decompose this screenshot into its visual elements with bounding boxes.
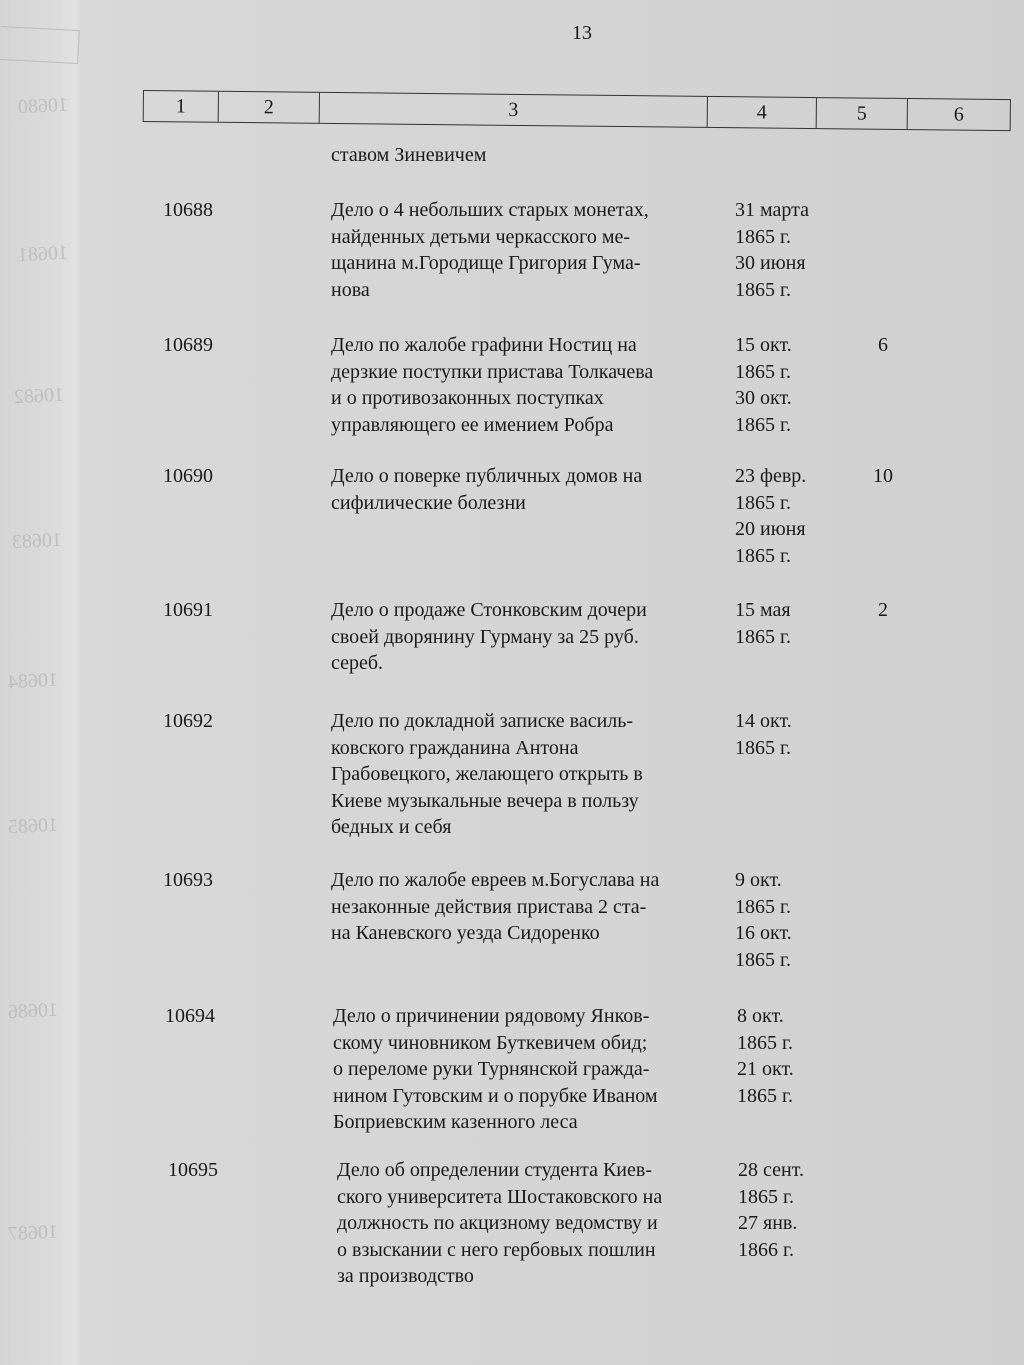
entry-number: 10689: [163, 334, 213, 356]
entry-dates: 8 окт. 1865 г. 21 окт. 1865 г.: [737, 1005, 794, 1107]
entry-description: Дело об определении студента Киев- ского университета Шостаковского на должность по акцизному ведомству и о взыскании с него гербовых пошлин за производство: [337, 1159, 663, 1287]
column-header-5: 5: [817, 98, 908, 129]
entry-description: Дело о поверке публичных домов на сифилические болезни: [331, 465, 643, 514]
entry-number: 10691: [163, 599, 213, 621]
bleed-through-number: 10682: [13, 383, 65, 409]
column-header-2: 2: [219, 92, 320, 123]
entry-number: 10694: [165, 1005, 215, 1027]
bleed-through-number: 10684: [7, 668, 59, 694]
entry-number: 10692: [163, 710, 213, 732]
entry-dates: 15 мая 1865 г.: [735, 599, 791, 648]
bleed-through-number: 10683: [11, 528, 63, 554]
entry-dates: 9 окт. 1865 г. 16 окт. 1865 г.: [735, 869, 792, 971]
entry-description: Дело о 4 небольших старых монетах, найденных детьми черкасского ме- щанина м.Городище Григория Гума- нова: [331, 199, 649, 301]
entry-dates: 23 февр. 1865 г. 20 июня 1865 г.: [735, 465, 807, 567]
page-number: 13: [572, 22, 592, 44]
entry-dates: 28 сент. 1865 г. 27 янв. 1866 г.: [738, 1159, 804, 1261]
bleed-through-table: [0, 26, 80, 64]
entry-sheets: 10: [873, 465, 893, 487]
entry-number: 10688: [163, 199, 213, 221]
entry-description: Дело по жалобе евреев м.Богуслава на незаконные действия пристава 2 ста- на Каневского уезда Сидоренко: [331, 869, 660, 944]
bleed-through-number: 10680: [17, 93, 69, 119]
column-header-4: 4: [708, 97, 817, 128]
column-header-6: 6: [953, 102, 964, 126]
column-header-1: 1: [144, 91, 219, 122]
bleed-through-number: 10686: [7, 998, 59, 1024]
entry-number: 10693: [163, 869, 213, 891]
entry-dates: 14 окт. 1865 г.: [735, 710, 792, 759]
entry-sheets: 6: [878, 334, 888, 356]
entry-description: Дело о причинении рядовому Янков- скому чиновником Буткевичем обид; о переломе руки Турнянской гражда- нином Гутовским и о порубке Иваном Боприевским казенного леса: [333, 1005, 658, 1133]
entry-dates: 31 марта 1865 г. 30 июня 1865 г.: [735, 199, 809, 301]
column-header-3: 3: [320, 93, 708, 127]
entry-description: Дело по докладной записке василь- ковского гражданина Антона Грабовецкого, желающего открыть в Киеве музыкальные вечера в пользу бедных и себя: [331, 710, 643, 838]
bleed-through-number: 10681: [17, 241, 69, 267]
entry-description: Дело по жалобе графини Ностиц на дерзкие поступки пристава Толкачева и о противозаконных поступках управляющего ее имением Робра: [331, 334, 654, 436]
bleed-through-number: 10685: [7, 813, 59, 839]
column-header-row: [143, 90, 1011, 131]
bleed-through-number: 10687: [7, 1220, 59, 1246]
entry-dates: 15 окт. 1865 г. 30 окт. 1865 г.: [735, 334, 792, 436]
entry-number: 10695: [168, 1159, 218, 1181]
entry-sheets: 2: [878, 599, 888, 621]
entry-description: Дело о продаже Стонковским дочери своей дворянину Гурману за 25 руб. сереб.: [331, 599, 647, 674]
entry-number: 10690: [163, 465, 213, 487]
